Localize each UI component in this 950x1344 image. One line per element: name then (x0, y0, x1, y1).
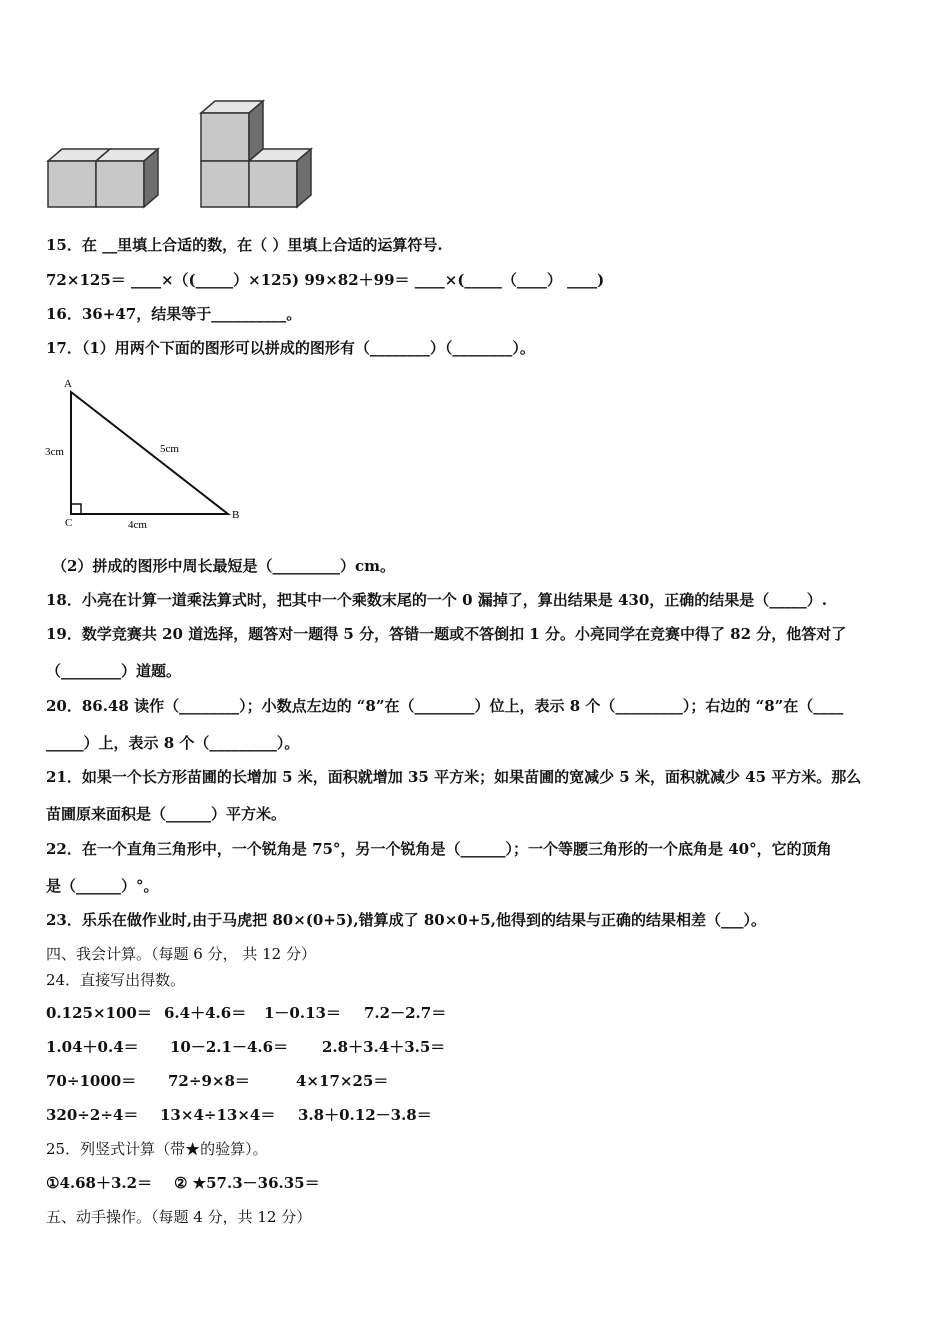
question-17-part1: 17．（1）用两个下面的图形可以拼成的图形有（________）（________）。 (46, 339, 535, 357)
question-19-line2: （________）道题。 (46, 662, 182, 680)
vertex-a-label: A (64, 378, 72, 390)
vertex-b-label: B (232, 509, 240, 521)
cube-group-left (48, 149, 158, 207)
calc-item: 3.8＋0.12－3.8＝ (298, 1106, 432, 1124)
side-cb-label: 4cm (128, 519, 147, 531)
question-16: 16．36+47，结果等于__________。 (46, 305, 302, 323)
calc-item: 1－0.13＝ (264, 1004, 341, 1022)
section-4-title: 四、我会计算。（每题 6 分， 共 12 分） (46, 945, 316, 963)
vertex-c-label: C (65, 517, 73, 529)
section-5-title: 五、动手操作。（每题 4 分，共 12 分） (46, 1208, 312, 1226)
calc-item: 320÷2÷4＝ (46, 1106, 139, 1124)
calc-item: 4×17×25＝ (296, 1072, 389, 1090)
question-21-line2: 苗圃原来面积是（______）平方米。 (46, 805, 287, 823)
calc-item: 6.4＋4.6＝ (164, 1004, 247, 1022)
question-15-expressions: 72×125＝ ____×（(_____）×125) 99×82＋99＝ ____×(_____（____） ____) (46, 271, 605, 289)
question-24-title: 24．直接写出得数。 (46, 971, 186, 989)
question-15: 15．在 __里填上合适的数，在（ ）里填上合适的运算符号. (46, 236, 443, 254)
side-ac-label: 3cm (45, 446, 64, 458)
vertical-calc-item: ①4.68＋3.2＝ (46, 1174, 153, 1192)
calc-item: 2.8＋3.4＋3.5＝ (322, 1038, 446, 1056)
question-18: 18．小亮在计算一道乘法算式时，把其中一个乘数末尾的一个 0 漏掉了，算出结果是 430，正确的结果是（_____）. (46, 591, 828, 609)
question-25-title: 25．列竖式计算（带★的验算）。 (46, 1140, 268, 1158)
cube-figures (40, 95, 330, 215)
question-17-part2: （2）拼成的图形中周长最短是（_________）cm。 (52, 557, 395, 575)
question-20-line2: _____）上，表示 8 个（_________）。 (46, 734, 300, 752)
calc-item: 70÷1000＝ (46, 1072, 137, 1090)
cube-group-right (201, 101, 311, 207)
calc-item: 13×4÷13×4＝ (160, 1106, 276, 1124)
vertical-calc-item: ② ★57.3－36.35＝ (174, 1174, 320, 1192)
question-19-line1: 19．数学竞赛共 20 道选择，题答对一题得 5 分，答错一题或不答倒扣 1 分。小亮同学在竞赛中得了 82 分，他答对了 (46, 625, 847, 643)
calc-item: 0.125×100＝ (46, 1004, 152, 1022)
right-triangle-figure (40, 372, 260, 537)
question-21-line1: 21．如果一个长方形苗圃的长增加 5 米，面积就增加 35 平方米；如果苗圃的宽减少 5 米，面积就减少 45 平方米。那么 (46, 768, 862, 786)
calc-item: 72÷9×8＝ (168, 1072, 250, 1090)
question-22-line2: 是（______）°。 (46, 877, 159, 895)
calc-item: 7.2－2.7＝ (364, 1004, 447, 1022)
calc-item: 10－2.1－4.6＝ (170, 1038, 289, 1056)
question-22-line1: 22．在一个直角三角形中，一个锐角是 75°，另一个锐角是（______）；一个等腰三角形的一个底角是 40°，它的顶角 (46, 840, 832, 858)
question-23: 23．乐乐在做作业时,由于马虎把 80×(0+5),错算成了 80×0+5,他得到的结果与正确的结果相差（___）。 (46, 911, 766, 929)
side-ab-label: 5cm (160, 443, 179, 455)
calc-item: 1.04＋0.4＝ (46, 1038, 139, 1056)
question-20-line1: 20．86.48 读作（________）；小数点左边的 “8”在（________）位上，表示 8 个（_________）；右边的 “8”在（____ (46, 697, 844, 715)
